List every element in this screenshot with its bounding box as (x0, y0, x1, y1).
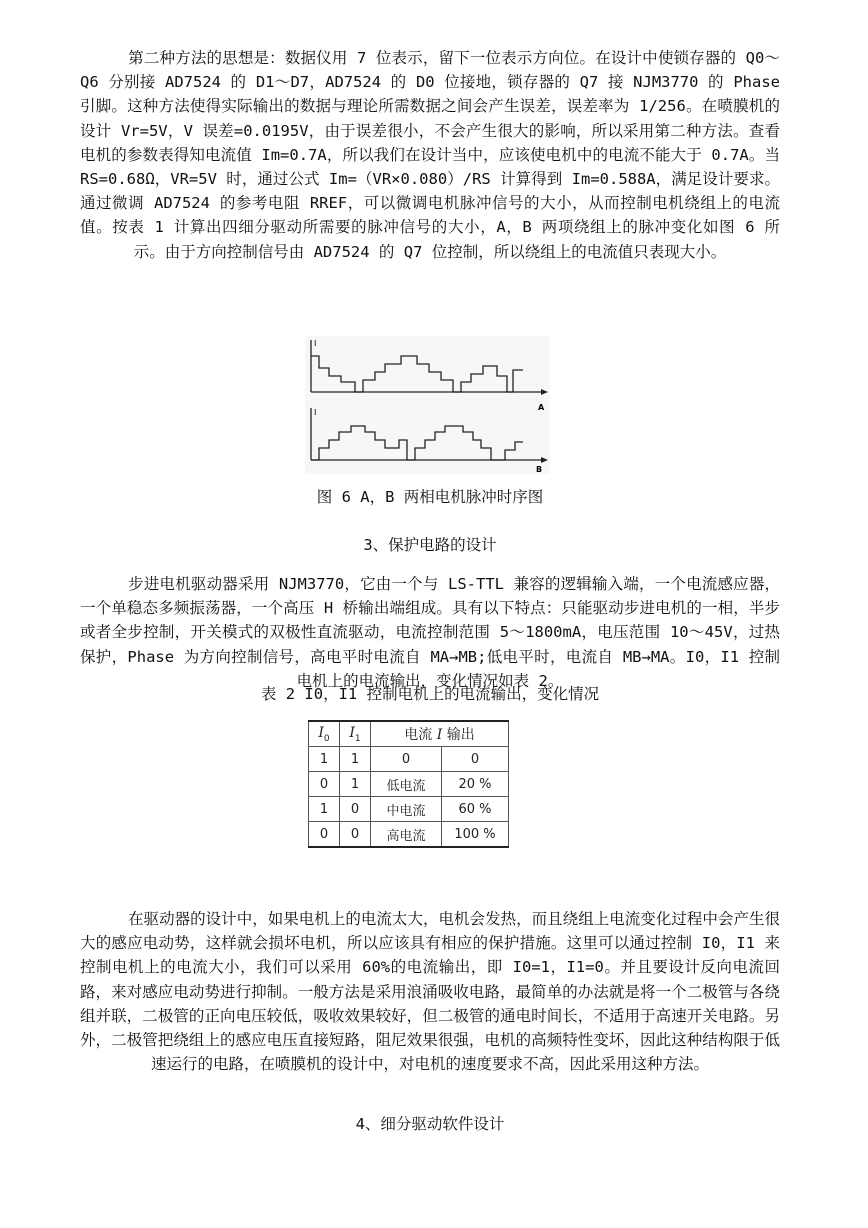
paragraph-method-two-text: 第二种方法的思想是：数据仪用 7 位表示，留下一位表示方向位。在设计中使锁存器的 Q0～Q6 分别接 AD7524 的 D1～D7，AD7524 的 D0 位接地，锁存器的 Q7 接 NJM3770 的 Phase 引脚。这种方法使得实际输出的数据与理论所需数据之间会产生误差，误差率为 1/256。在喷膜机的设计 Vr=5V，V 误差=0.0195V，由于误差很小，不会产生很大的影响，所以采用第二种方法。查看电机的参数表得知电流值 Im=0.7A，所以我们在设计当中，应该使电机中的电流不能大于 0.7A。当 RS=0.68Ω，VR=5V 时，通过公式 Im=（VR×0.080）/RS 计算得到 Im=0.588A，满足设计要求。通过微调 AD7524 的参考电阻 RREF，可以微调电机脉冲信号的大小，从而控制电机绕组上的电流值。按表 1 计算出四细分驱动所需要的脉冲信号的大小，A，B 两项绕组上的脉冲变化如图 6 所示。由于方向控制信号由 AD7524 的 Q7 位控制，所以绕组上的电流值只表现大小。 (80, 49, 780, 261)
current-output-table (308, 720, 509, 848)
figure-6-caption: 图 6 A，B 两相电机脉冲时序图 (316, 488, 544, 506)
cell-level: 中电流 (371, 797, 442, 822)
cell-level: 高电流 (371, 822, 442, 848)
header-i0: $I_0$ (309, 721, 340, 747)
axis-label-i-top: I (314, 339, 317, 348)
header-current-output: 电流 I 输出 (371, 721, 509, 747)
section-4-title: 4、细分驱动软件设计 (355, 1115, 505, 1133)
cell-level: 低电流 (371, 772, 442, 797)
axis-label-i-bottom: I (314, 408, 317, 417)
paragraph-driver (80, 572, 780, 693)
cell-i1: 0 (340, 797, 371, 822)
cell-percent: 0 (442, 747, 509, 772)
paragraph-protection-text: 在驱动器的设计中，如果电机上的电流太大，电机会发热，而且绕组上电流变化过程中会产生很大的感应电动势，这样就会损坏电机，所以应该具有相应的保护措施。这里可以通过控制 I0，I1 来控制电机上的电流大小，我们可以采用 60%的电流输出，即 I0=1，I1=0。并且要设计反向电流回路，来对感应电动势进行抑制。一般方法是采用浪涌吸收电路，最简单的办法就是将一个二极管与各绕组并联，二极管的正向电压较低，吸收效果较好，但二极管的通电时间长，不适用于高速开关电路。另外，二极管把绕组上的感应电压直接短路，阻尼效果很强，电机的高频特性变坏，因此这种结构限于低速运行的电路，在喷膜机的设计中，对电机的速度要求不高，因此采用这种方法。 (80, 910, 780, 1074)
paragraph-driver-text: 步进电机驱动器采用 NJM3770，它由一个与 LS-TTL 兼容的逻辑输入端，一个电流感应器，一个单稳态多频振荡器，一个高压 H 桥输出端组成。具有以下特点：只能驱动步进电机的一相，半步或者全步控制，开关模式的双极性直流驱动，电流控制范围 5～1800mA，电压范围 10～45V，过热保护，Phase 为方向控制信号，高电平时电流自 MA→MB;低电平时，电流自 MB→MA。I0，I1 控制电机上的电流输出，变化情况如表 2。 (80, 575, 780, 690)
table-2-caption: 表 2 I0，I1 控制电机上的电流输出，变化情况 (260, 685, 600, 703)
table-row (309, 797, 509, 822)
cell-percent: 100 % (442, 822, 509, 848)
paragraph-protection (80, 907, 780, 1076)
table-row (309, 772, 509, 797)
curve-label-a: A (538, 403, 545, 412)
table-header-row (309, 721, 509, 747)
paragraph-method-two (80, 46, 780, 264)
cell-level: 0 (371, 747, 442, 772)
cell-i0: 0 (309, 772, 340, 797)
cell-i1: 1 (340, 772, 371, 797)
header-i1: $I_1$ (340, 721, 371, 747)
cell-i1: 1 (340, 747, 371, 772)
cell-percent: 60 % (442, 797, 509, 822)
curve-label-b: B (536, 465, 543, 474)
pulse-timing-figure (305, 336, 550, 474)
cell-i1: 0 (340, 822, 371, 848)
cell-percent: 20 % (442, 772, 509, 797)
cell-i0: 1 (309, 747, 340, 772)
table-row (309, 822, 509, 848)
cell-i0: 0 (309, 822, 340, 848)
table-row (309, 747, 509, 772)
section-3-title: 3、保护电路的设计 (363, 536, 497, 554)
cell-i0: 1 (309, 797, 340, 822)
